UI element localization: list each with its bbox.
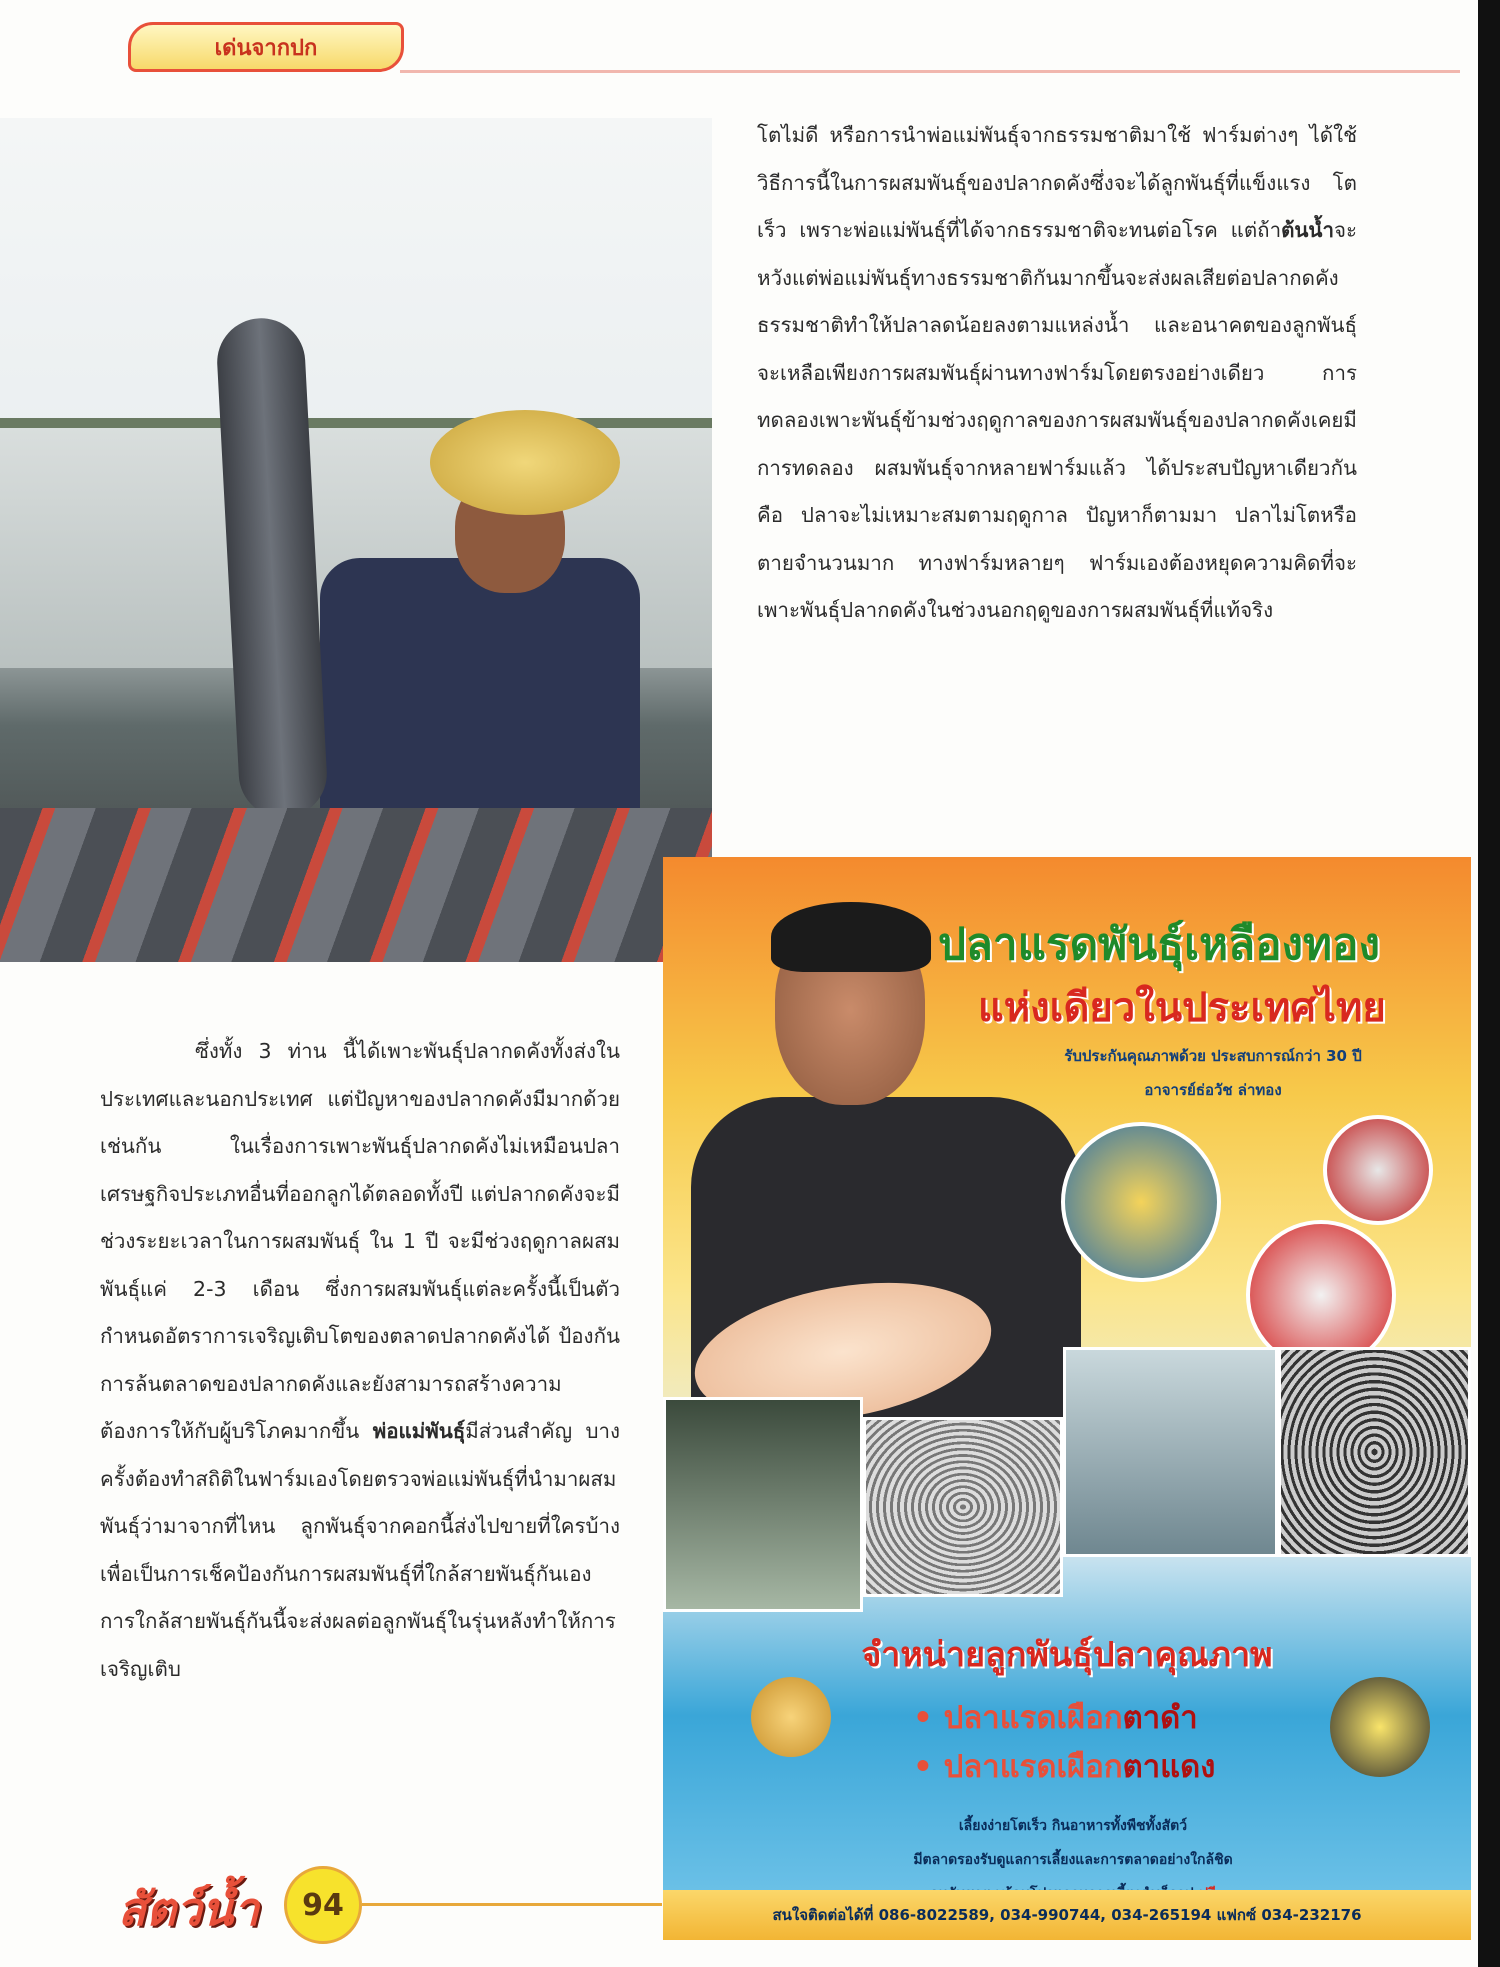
ad-sell-heading: จำหน่ายลูกพันธุ์ปลาคุณภาพ [861, 1635, 1273, 1675]
article-text-top-part1: โตไม่ดี หรือการนำพ่อแม่พันธุ์จากธรรมชาติมาใช้ ฟาร์มต่างๆ ได้ใช้วิธีการนี้ในการผสมพันธุ์ของปลากดคังซึ่งจะได้ลูกพันธุ์ที่แข็งแรง โตเร็ว เพราะพ่อแม่พันธุ์ที่ได้จากธรรมชาติจะทนต่อโรค แต่ถ้า [757, 123, 1357, 242]
article-text-top [757, 112, 1357, 635]
ad-bullet1-emph: ตาดำ [1122, 1700, 1198, 1736]
article-text-bottom-part1: ซึ่งทั้ง 3 ท่าน นี้ได้เพาะพันธุ์ปลากดคังทั้งส่งในประเทศและนอกประเทศ แต่ปัญหาของปลากดคังมีมากด้วยเช่นกัน ในเรื่องการเพาะพันธุ์ปลากดคังไม่เหมือนปลาเศรษฐกิจประเภทอื่นที่ออกลูกได้ตลอดทั้งปี แต่ปลากดคังจะมีช่วงระยะเวลาในการผสมพันธุ์ ใน 1 ปี จะมีช่วงฤดูกาลผสมพันธุ์แค่ 2-3 เดือน ซึ่งการผสมพันธุ์แต่ละครั้งนี้เป็นตัวกำหนดอัตราการเจริญเติบโตของตลาดปลากดคังได้ ป้องกันการล้นตลาดของปลากดคังและยังสามารถสร้างความต้องการให้กับผู้บริโภคมากขึ้น [100, 1039, 620, 1443]
article-text-top-part2: จะหวังแต่พ่อแม่พันธุ์ทางธรรมชาติกันมากขึ้นจะส่งผลเสียต่อปลากดคังธรรมชาติทำให้ปลาลดน้อยลงตามแหล่งน้ำ และอนาคตของลูกพันธุ์จะเหลือเพียงการผสมพันธุ์ผ่านทางฟาร์มโดยตรงอย่างเดียว การทดลองเพาะพันธุ์ข้ามช่วงฤดูกาลของการผสมพันธุ์ของปลากดคังเคยมีการทดลอง ผสมพันธุ์จากหลายฟาร์มแล้ว ได้ประสบปัญหาเดียวกัน คือ ปลาจะไม่เหมาะสมตามฤดูกาล ปัญหาก็ตามมา ปลาไม่โตหรือตายจำนวนมาก ทางฟาร์มหลายๆ ฟาร์มเองต้องหยุดความคิดที่จะเพาะพันธุ์ปลากดคังในช่วงนอกฤดูของการผสมพันธุ์ที่แท้จริง [757, 218, 1357, 622]
ad-bullet1-prefix: • ปลาแรดเผือก [913, 1700, 1123, 1736]
article-text-bottom-part2: มีส่วนสำคัญ บางครั้งต้องทำสถิติในฟาร์มเองโดยตรวจพ่อแม่พันธุ์ที่นำมาผสมพันธุ์ว่ามาจากที่ไหน ลูกพันธุ์จากคอกนี้ส่งไปขายที่ใครบ้าง เพื่อเป็นการเช็คป้องกันการผสมพันธุ์ที่ใกล้สายพันธุ์กันเอง การใกล้สายพันธุ์กันนี้จะส่งผลต่อลูกพันธุ์ในรุ่นหลังทำให้การเจริญเติบ [100, 1419, 620, 1681]
ad-subtitle-line1: รับประกันคุณภาพด้วย ประสบการณ์กว่า 30 ปี [1064, 1047, 1362, 1065]
photo-horizon [0, 418, 712, 428]
page-number: 94 [284, 1866, 362, 1944]
article-text-bottom [100, 1028, 620, 1693]
magazine-logo: สัตว์น้ำ [118, 1882, 260, 1936]
ad-photo-fish-school [1278, 1347, 1471, 1557]
photo-fisherman-with-catfish [0, 118, 712, 962]
ad-photo-water-splash [1063, 1347, 1278, 1557]
ad-photo-man-pond [663, 1397, 863, 1612]
footer-divider [362, 1903, 662, 1906]
scan-edge [1478, 0, 1500, 1967]
photo-catfish [215, 316, 329, 820]
ad-title-line2: แห่งเดียวในประเทศไทย [978, 985, 1386, 1031]
ad-bullet2-prefix: • ปลาแรดเผือก [913, 1749, 1123, 1785]
ad-butterflyfish-icon [1330, 1677, 1430, 1777]
ad-circle-photo-golden-fish [1061, 1122, 1221, 1282]
ad-photo-fingerlings [863, 1417, 1063, 1597]
ad-circle-photo-fish-hand [1323, 1115, 1433, 1225]
photo-straw-hat [430, 410, 620, 515]
header-divider [400, 70, 1460, 73]
photo-fish-pile [0, 808, 712, 962]
ad-note-line1: เลี้ยงง่ายโตเร็ว กินอาหารทั้งพืชทั้งสัตว์ [958, 1818, 1188, 1834]
ad-goldfish-icon [751, 1677, 831, 1757]
ad-contact-bar: สนใจติดต่อได้ที่ 086-8022589, 034-990744, 034-265194 แฟกซ์ 034-232176 [663, 1890, 1471, 1940]
ad-subtitle-line2: อาจารย์ธ่อวัช ล่าทอง [1144, 1081, 1282, 1099]
ad-title-line1: ปลาแรดพันธุ์เหลืองทอง [938, 919, 1380, 970]
advertisement [663, 857, 1471, 1930]
ad-note-line2: มีตลาดรองรับดูแลการเลี้ยงและการตลาดอย่างใกล้ชิด [913, 1852, 1233, 1868]
ad-bullet2-emph: ตาแดง [1122, 1749, 1216, 1785]
ad-man-hair [771, 902, 931, 972]
article-text-bottom-bold: พ่อแม่พันธุ์ [372, 1419, 466, 1443]
article-text-top-bold: ต้นน้ำ [1281, 218, 1334, 242]
section-tag: เด่นจากปก [128, 22, 404, 72]
